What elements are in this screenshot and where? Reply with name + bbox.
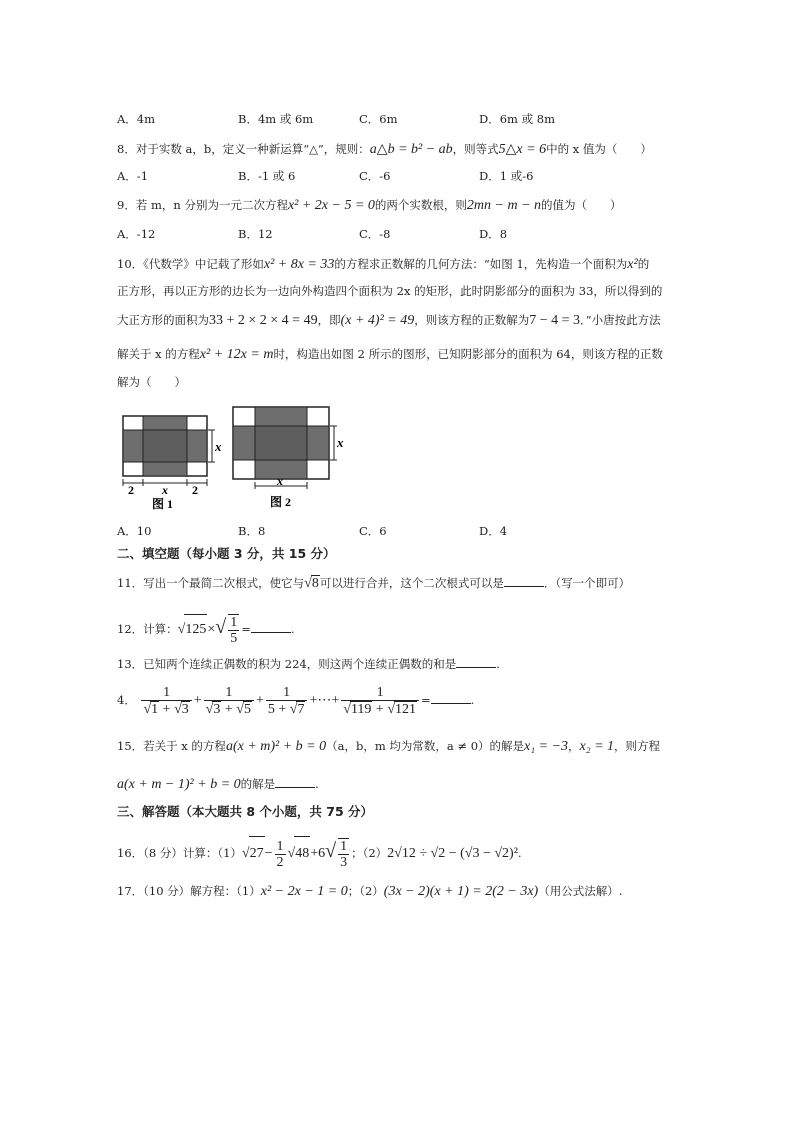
q16-sqrt-27: √27 <box>242 846 265 861</box>
q12-times: × <box>207 622 216 637</box>
q15-formula2: a(x + m − 1)² + b = 0 <box>117 777 241 792</box>
q11-text-b: 可以进行合并，这个二次根式可以是 <box>319 576 504 590</box>
q10-line3-text-c: ，则该方程的正数解为 <box>414 313 530 327</box>
q16-half-num: 1 <box>276 838 284 854</box>
question-15-line-2 <box>117 775 319 793</box>
section-3-heading: 三、解答题（本大题共 8 个小题，共 75 分） <box>117 804 374 819</box>
q16-half-den: 2 <box>276 854 284 870</box>
q11-text-c: ．（写一个即可） <box>543 576 631 590</box>
q8-option-b: B．-1 或 6 <box>238 169 296 183</box>
fig1-label-2-right: 2 <box>192 483 198 497</box>
q12-equals: = <box>241 622 251 636</box>
q8-text-b: ，则等式 <box>452 142 499 156</box>
q10-line3-formula: 33 + 2 × 2 × 4 = 49 <box>209 313 318 328</box>
q17-text-b: ；（2） <box>347 884 384 898</box>
question-9 <box>117 197 622 214</box>
q10-option-a: A．10 <box>117 524 152 538</box>
q8-text-a: 8．对于实数 a，b，定义一种新运算“△”，规则： <box>117 142 370 156</box>
q14-equals: = <box>421 693 431 707</box>
q17-formula-1: x² − 2x − 1 = 0 <box>260 884 348 899</box>
q14-term2-a: 3 <box>213 702 221 717</box>
fig1-center-square <box>143 430 187 462</box>
q9-formula2: 2mn − m − n <box>466 198 542 213</box>
q14-term3-a: 5 <box>267 702 275 717</box>
q14-plus-2: + <box>255 693 264 708</box>
fig2-caption: 图 2 <box>270 495 292 509</box>
q16-coefficient: 6 <box>318 846 326 861</box>
q10-line4-text-a: 解关于 x 的方程 <box>117 347 200 361</box>
q9-option-a: A．-12 <box>117 227 156 241</box>
q16-third-den: 3 <box>340 855 348 870</box>
q10-line1-text-b: 的方程求正数解的几何方法：“如图 1，先构造一个面积为 <box>334 257 628 271</box>
q12-answer-blank[interactable] <box>251 620 291 633</box>
q12-sqrt-125: √125 <box>178 622 208 637</box>
q12-end: . <box>290 622 295 636</box>
q14-term-2: $\frac{1}{√3 + √5}$ <box>204 685 254 717</box>
question-17 <box>117 883 622 900</box>
q15-formula: a(x + m)² + b = 0 <box>225 739 327 754</box>
q10-line3-text-a: 大正方形的面积为 <box>117 313 209 327</box>
question-8 <box>117 141 652 158</box>
q17-text-c: （用公式法解）. <box>538 884 623 898</box>
figure-2 <box>233 407 344 509</box>
q16-part-2: 2√12 ÷ √2 − (√3 − √2)² <box>387 846 518 861</box>
q10-line4-formula: x² + 12x = m <box>199 347 274 362</box>
q8-option-a: A．-1 <box>117 169 149 183</box>
q16-plus: + <box>310 846 319 861</box>
q10-line3-text-d: ．”小唐按此方法 <box>580 313 661 327</box>
fig1-label-x-bottom: x <box>162 483 168 497</box>
q15-text-b: （a，b，m 均为常数，a ≠ 0）的解是 <box>326 739 525 753</box>
q11-sqrt: √8 <box>304 576 319 591</box>
question-16 <box>117 834 522 871</box>
q10-line3-formula3: 7 − 4 = 3 <box>529 313 581 328</box>
q14-term-1: $\frac{1}{√1 + √3}$ <box>141 685 191 717</box>
q10-option-d: D．4 <box>479 524 508 538</box>
q10-line-3 <box>117 312 661 329</box>
q15-text-d: 的解是 <box>240 777 276 791</box>
q15-solution-2: x₂ = 1 <box>579 739 615 754</box>
q12-numerator: 1 <box>230 615 238 630</box>
q15-text-c: ，则方程 <box>614 739 661 753</box>
q14-term1-b: 3 <box>181 702 189 717</box>
question-11 <box>117 574 630 592</box>
q9-option-d: D．8 <box>479 227 508 241</box>
q11-text-a: 11．写出一个最简二次根式，使它与 <box>117 576 305 590</box>
q10-line1-formula2: x² <box>627 257 638 272</box>
q12-radicand: 125 <box>184 614 207 645</box>
q8-formula: a△b = b² − ab <box>369 142 453 157</box>
q15-solution-1: x₁ = −3 <box>524 739 569 754</box>
q10-line1-text-c: 的 <box>637 257 650 271</box>
q16-text-b: ；（2） <box>351 846 388 860</box>
q16-text-a: 16．（8 分）计算：（1） <box>117 846 242 860</box>
q14-answer-blank[interactable] <box>431 691 471 704</box>
q14-term3-b: 7 <box>297 702 305 717</box>
fig2-label-x-right: x <box>337 435 344 450</box>
q16-sqrt-sign: √ <box>325 840 337 862</box>
q16-minus: − <box>264 846 273 861</box>
q14-term-3: $\frac{1}{5 + √7}$ <box>266 685 308 717</box>
q14-term4-a: 119 <box>350 702 372 717</box>
q10-line3-text-b: ，即 <box>317 313 341 327</box>
q14-term-4: $\frac{1}{√119 + √121}$ <box>341 685 419 717</box>
fig2-label-x-bottom: x <box>277 474 283 488</box>
q14-end: . <box>470 693 475 707</box>
q9-option-c: C．-8 <box>359 227 391 241</box>
q10-line-5: 解为（ ） <box>117 375 186 389</box>
q14-term2-num: 1 <box>225 685 233 700</box>
q10-line-4 <box>117 346 663 363</box>
fig2-center-square <box>255 426 307 460</box>
q16-sqrt-48: √48 <box>288 846 311 861</box>
q8-text-c: 中的 x 值为（ ） <box>546 142 652 156</box>
q10-option-b: B．8 <box>238 524 266 538</box>
question-14 <box>117 683 474 718</box>
q14-term3-num: 1 <box>283 685 291 700</box>
q7-option-d: D．6m 或 8m <box>479 112 555 126</box>
q15-separator: ， <box>568 739 580 753</box>
q10-line3-formula2: (x + 4)² = 49 <box>340 313 415 328</box>
q11-answer-blank[interactable] <box>504 574 544 587</box>
q9-option-b: B．12 <box>238 227 273 241</box>
q9-text-a: 9．若 m，n 分别为一元二次方程 <box>117 198 288 212</box>
q14-dots: +⋯+ <box>309 693 340 708</box>
q14-term2-b: 5 <box>243 702 251 717</box>
q15-text-a: 15．若关于 x 的方程 <box>117 739 226 753</box>
q14-term4-b: 121 <box>395 702 417 717</box>
q12-text-a: 12．计算： <box>117 622 178 636</box>
q10-option-c: C．6 <box>359 524 387 538</box>
q9-text-b: 的两个实数根，则 <box>374 198 467 212</box>
question-12 <box>117 612 295 646</box>
q15-answer-blank[interactable] <box>275 775 315 788</box>
q7-option-a: A．4m <box>117 112 156 126</box>
q7-option-b: B．4m 或 6m <box>238 112 314 126</box>
q9-formula: x² + 2x − 5 = 0 <box>287 198 375 213</box>
q10-line-1 <box>117 256 649 273</box>
q16-radicand-27: 27 <box>249 836 265 871</box>
q13-text: 13．已知两个连续正偶数的积为 224，则这两个连续正偶数的和是 <box>117 657 457 671</box>
figure-1 <box>123 416 222 511</box>
q8-option-d: D．1 或-6 <box>479 169 534 183</box>
q16-radicand-48: 48 <box>294 836 310 871</box>
q12-sqrt-sign: √ <box>215 616 227 638</box>
q17-text-a: 17．（10 分）解方程：（1） <box>117 884 261 898</box>
q7-option-c: C．6m <box>359 112 398 126</box>
q16-third-num: 1 <box>340 839 348 854</box>
fig1-caption: 图 1 <box>152 497 174 511</box>
q14-term4-num: 1 <box>376 685 384 700</box>
q16-third <box>338 838 349 870</box>
q10-line1-text-a: 10．《代数学》中记载了形如 <box>117 257 264 271</box>
q14-number: 4． <box>117 693 136 707</box>
q13-answer-blank[interactable] <box>456 655 496 668</box>
question-15-line-1 <box>117 738 660 755</box>
q10-line-2: 正方形，再以正方形的边长为一边向外构造四个面积为 2x 的矩形，此时阴影部分的面积为 33，所以得到的 <box>117 284 663 298</box>
q16-half <box>275 839 286 870</box>
q10-figures <box>115 402 350 512</box>
q10-line1-formula: x² + 8x = 33 <box>263 257 335 272</box>
q12-denominator: 5 <box>230 631 238 646</box>
q9-text-c: 的值为（ ） <box>541 198 622 212</box>
q14-plus-1: + <box>193 693 202 708</box>
q8-formula2: 5△x = 6 <box>498 142 547 157</box>
q13-end: . <box>496 657 500 671</box>
q14-term1-a: 1 <box>151 702 159 717</box>
q14-term1-num: 1 <box>163 685 171 700</box>
q11-radicand: 8 <box>311 576 319 591</box>
q12-fraction <box>228 614 239 646</box>
fig1-label-x-right: x <box>215 439 222 454</box>
q10-line4-text-b: 时，构造出如图 2 所示的图形，已知阴影部分的面积为 64，则该方程的正数 <box>273 347 663 361</box>
section-2-heading: 二、填空题（每小题 3 分，共 15 分） <box>117 546 336 561</box>
fig1-label-2-left: 2 <box>128 483 134 497</box>
q17-formula-2: (3x − 2)(x + 1) = 2(2 − 3x) <box>383 884 539 899</box>
q8-option-c: C．-6 <box>359 169 391 183</box>
q15-end: . <box>315 777 319 791</box>
question-13 <box>117 655 500 672</box>
q16-end: . <box>517 846 522 860</box>
